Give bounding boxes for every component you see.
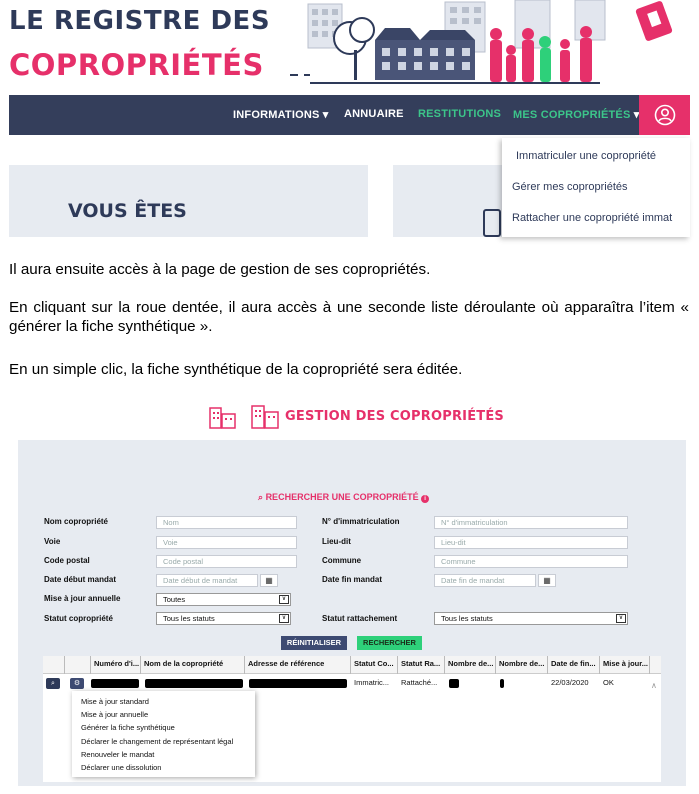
col-date-fin[interactable]: Date de fin... xyxy=(548,656,600,674)
label-commune: Commune xyxy=(322,556,362,565)
col-nombre-2[interactable]: Nombre de... xyxy=(496,656,548,674)
reset-button[interactable]: RÉINITIALISER xyxy=(281,636,347,650)
label-nom: Nom copropriété xyxy=(44,517,109,526)
chevron-down-icon: ∨ xyxy=(279,614,289,623)
commune-input[interactable]: Commune xyxy=(434,555,628,568)
col-statut-co[interactable]: Statut Co... xyxy=(351,656,398,674)
col-numero[interactable]: Numéro d'i... xyxy=(91,656,141,674)
paragraph-2: En cliquant sur la roue dentée, il aura accès à une seconde liste déroulante où apparaîtra l’item « générer la fiche synthétique ». xyxy=(9,299,689,335)
logo-line-1: LE REGISTRE DES xyxy=(9,6,271,36)
redacted-nom xyxy=(145,679,243,688)
cell-maj: OK xyxy=(603,678,614,687)
col-statut-ra[interactable]: Statut Ra... xyxy=(398,656,445,674)
secondary-card[interactable] xyxy=(393,165,513,237)
table-row[interactable] xyxy=(43,674,661,692)
results-table-header xyxy=(43,656,661,674)
nav-mes-coproprietes[interactable]: MES COPROPRIÉTÉS ▾ xyxy=(513,109,640,121)
redacted-nombre-1 xyxy=(449,679,459,688)
redacted-numero xyxy=(91,679,139,688)
label-date-debut: Date début mandat xyxy=(44,575,117,584)
col-nom[interactable]: Nom de la copropriété xyxy=(141,656,245,674)
paragraph-1: Il aura ensuite accès à la page de gestion de ses copropriétés. xyxy=(9,261,431,278)
gestion-title: GESTION DES COPROPRIÉTÉS xyxy=(285,409,504,424)
nav-informations[interactable]: INFORMATIONS ▾ xyxy=(233,109,329,121)
code-postal-input[interactable]: Code postal xyxy=(156,555,297,568)
user-circle-icon xyxy=(654,104,676,126)
info-icon[interactable]: i xyxy=(421,495,429,503)
paragraph-3: En un simple clic, la fiche synthétique de la copropriété sera éditée. xyxy=(9,361,463,378)
redacted-adresse xyxy=(249,679,347,688)
search-button[interactable]: RECHERCHER xyxy=(357,636,422,650)
dropdown-item-gerer[interactable]: Gérer mes copropriétés xyxy=(512,181,628,193)
mes-coproprietes-dropdown xyxy=(502,138,690,237)
menu-item-changement-representant[interactable]: Déclarer le changement de représentant légal xyxy=(81,737,234,746)
dropdown-item-immatriculer[interactable]: Immatriculer une copropriété xyxy=(516,150,657,162)
col-nombre-1[interactable]: Nombre de... xyxy=(445,656,496,674)
menu-item-fiche-synthetique[interactable]: Générer la fiche synthétique xyxy=(81,723,175,732)
label-immat: N° d'immatriculation xyxy=(322,517,400,526)
gear-context-menu xyxy=(72,691,255,777)
label-date-fin: Date fin mandat xyxy=(322,575,383,584)
label-voie: Voie xyxy=(44,537,61,546)
statut-copro-select[interactable]: Tous les statuts ∨ xyxy=(156,612,291,625)
search-section-title: ⌕ RECHERCHER UNE COPROPRIÉTÉ i xyxy=(258,492,429,503)
cell-date-fin: 22/03/2020 xyxy=(551,678,589,687)
label-statut-copro: Statut copropriété xyxy=(44,614,113,623)
col-adresse[interactable]: Adresse de référence xyxy=(245,656,351,674)
main-navbar xyxy=(9,95,690,135)
banner-illustration xyxy=(290,0,682,95)
immat-input[interactable]: N° d'immatriculation xyxy=(434,516,628,529)
cell-statut-ra: Rattaché... xyxy=(401,678,438,687)
chevron-down-icon: ∨ xyxy=(279,595,289,604)
search-icon: ⌕ xyxy=(258,492,264,502)
label-maj-annuelle: Mise à jour annuelle xyxy=(44,594,121,603)
col-action-1 xyxy=(43,656,65,674)
building-icon xyxy=(208,404,238,430)
label-code-postal: Code postal xyxy=(44,556,90,565)
col-maj[interactable]: Mise à jour... xyxy=(600,656,650,674)
view-icon[interactable]: ⌕ xyxy=(46,678,60,689)
nav-restitutions[interactable]: RESTITUTIONS xyxy=(418,108,502,120)
logo-line-2: COPROPRIÉTÉS xyxy=(9,48,264,82)
lieu-dit-input[interactable]: Lieu-dit xyxy=(434,536,628,549)
col-action-2 xyxy=(65,656,91,674)
calendar-icon[interactable]: ▦ xyxy=(538,574,556,587)
user-account-button[interactable] xyxy=(639,95,690,135)
nom-input[interactable]: Nom xyxy=(156,516,297,529)
redacted-nombre-2 xyxy=(500,679,504,688)
cell-statut-co: Immatric... xyxy=(354,678,389,687)
chevron-down-icon: ∨ xyxy=(616,614,626,623)
vous-etes-heading: VOUS ÊTES xyxy=(68,200,187,222)
profile-card[interactable] xyxy=(9,165,368,237)
menu-item-maj-standard[interactable]: Mise à jour standard xyxy=(81,697,149,706)
calendar-icon[interactable]: ▦ xyxy=(260,574,278,587)
menu-item-dissolution[interactable]: Déclarer une dissolution xyxy=(81,763,162,772)
voie-input[interactable]: Voie xyxy=(156,536,297,549)
date-debut-input[interactable]: Date début de mandat xyxy=(156,574,258,587)
maj-annuelle-select[interactable]: Toutes ∨ xyxy=(156,593,291,606)
scroll-up-icon[interactable]: ∧ xyxy=(651,681,657,690)
gear-icon[interactable]: ⚙ xyxy=(70,678,84,689)
label-statut-rattachement: Statut rattachement xyxy=(322,614,398,623)
date-fin-input[interactable]: Date fin de mandat xyxy=(434,574,536,587)
caret-down-icon: ▾ xyxy=(633,109,640,121)
buildings-icon xyxy=(250,404,280,430)
card-icon xyxy=(483,209,501,237)
caret-down-icon: ▾ xyxy=(322,109,329,121)
menu-item-maj-annuelle[interactable]: Mise à jour annuelle xyxy=(81,710,149,719)
nav-annuaire[interactable]: ANNUAIRE xyxy=(344,108,404,120)
dropdown-item-rattacher[interactable]: Rattacher une copropriété immat xyxy=(512,212,673,224)
statut-rattachement-select[interactable]: Tous les statuts ∨ xyxy=(434,612,628,625)
label-lieu-dit: Lieu-dit xyxy=(322,537,351,546)
menu-item-renouveler-mandat[interactable]: Renouveler le mandat xyxy=(81,750,155,759)
